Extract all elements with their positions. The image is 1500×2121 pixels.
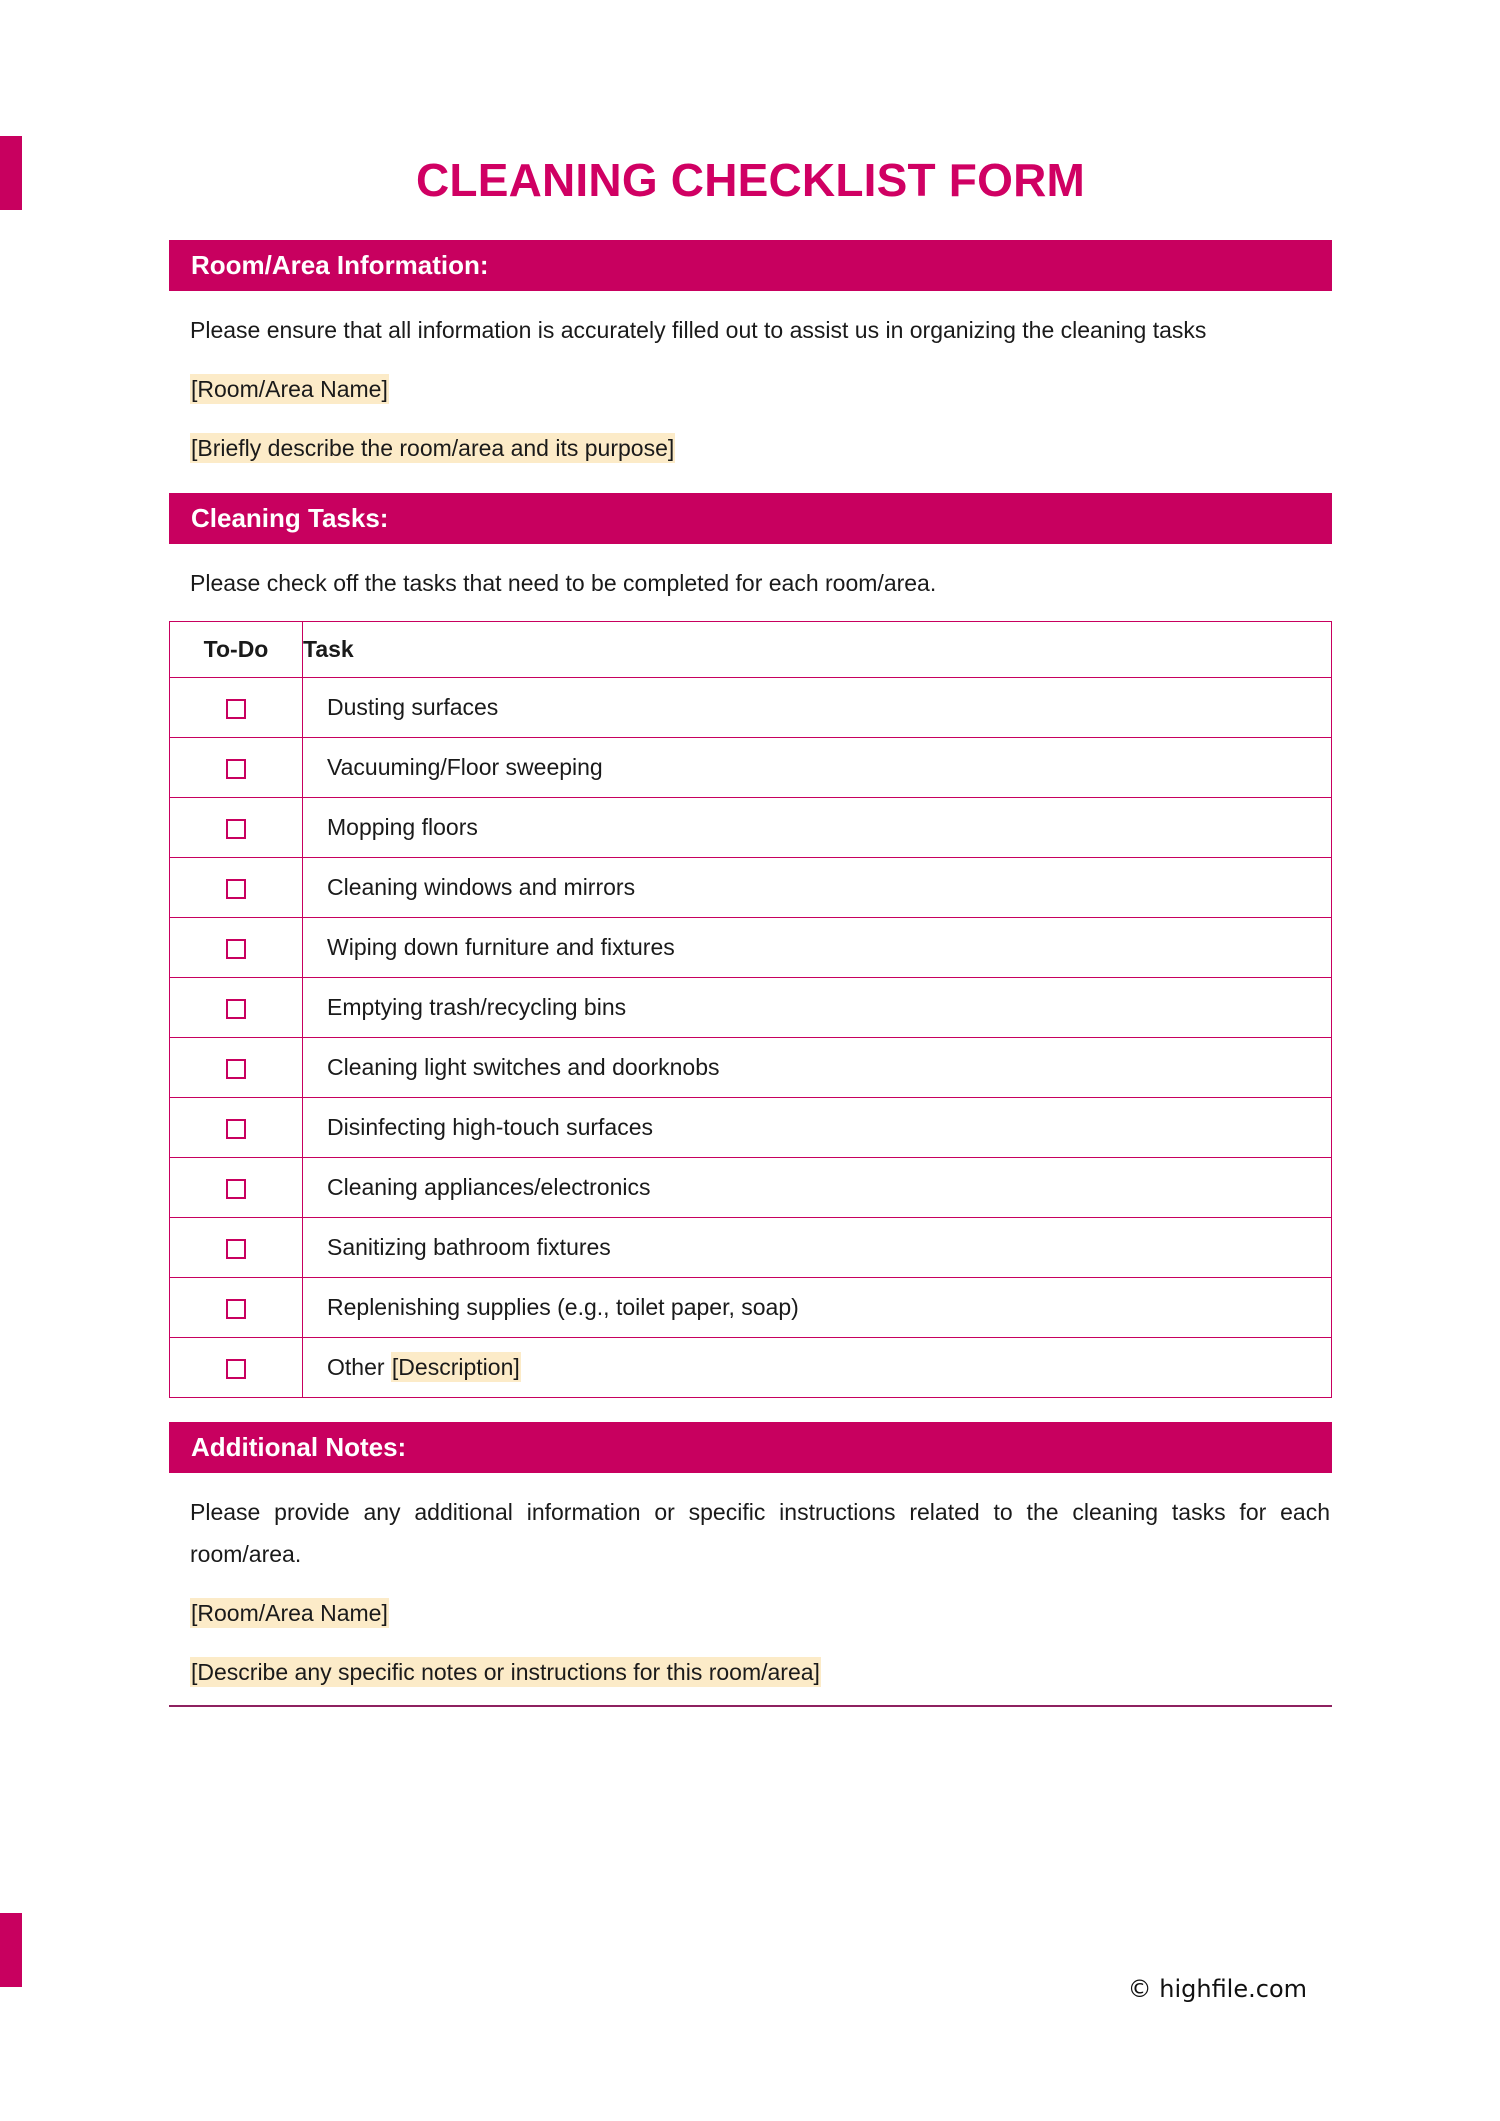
task-label-cell	[303, 1037, 1332, 1097]
task-checkbox-cell[interactable]	[170, 1157, 303, 1217]
spacer	[169, 1575, 1332, 1592]
checkbox-icon[interactable]	[226, 819, 246, 839]
table-row	[170, 977, 1332, 1037]
checkbox-icon[interactable]	[226, 1299, 246, 1319]
checkbox-icon[interactable]	[226, 1239, 246, 1259]
spacer	[169, 206, 1332, 240]
spacer	[169, 410, 1332, 427]
section-header-room-area-information: Room/Area Information:	[169, 240, 1332, 291]
task-label-cell	[303, 1097, 1332, 1157]
task-label-cell	[303, 1217, 1332, 1277]
footer-copyright: © highfile.com	[1127, 1975, 1307, 2003]
checkbox-icon[interactable]	[226, 699, 246, 719]
checkbox-icon[interactable]	[226, 879, 246, 899]
task-label-cell	[303, 1337, 1332, 1397]
task-label-cell	[303, 1277, 1332, 1337]
table-row	[170, 797, 1332, 857]
table-row	[170, 1037, 1332, 1097]
table-row	[170, 737, 1332, 797]
task-description-placeholder-text[interactable]: [Description]	[391, 1353, 520, 1380]
cleaning-tasks-intro-text: Please check off the tasks that need to be completed for each room/area.	[190, 569, 937, 596]
checkbox-icon[interactable]	[226, 1059, 246, 1079]
checkbox-icon[interactable]	[226, 1179, 246, 1199]
section-header-additional-notes: Additional Notes:	[169, 1422, 1332, 1473]
task-label: Disinfecting high-touch surfaces	[327, 1113, 653, 1140]
task-checkbox-cell[interactable]	[170, 737, 303, 797]
task-label: Dusting surfaces	[327, 693, 499, 720]
task-checkbox-cell[interactable]	[170, 917, 303, 977]
table-row	[170, 677, 1332, 737]
decorative-edge-mark-top	[0, 136, 22, 210]
task-label-cell	[303, 677, 1332, 737]
column-header-task: Task	[303, 621, 1332, 677]
task-label-cell	[303, 977, 1332, 1037]
task-checkbox-cell[interactable]	[170, 1097, 303, 1157]
spacer	[169, 469, 1332, 493]
task-label-cell	[303, 737, 1332, 797]
task-checkbox-cell[interactable]	[170, 1037, 303, 1097]
task-label: Replenishing supplies (e.g., toilet paper, soap)	[327, 1293, 799, 1320]
checkbox-icon[interactable]	[226, 999, 246, 1019]
task-checkbox-cell[interactable]	[170, 857, 303, 917]
room-info-intro-text: Please ensure that all information is accurately filled out to assist us in organizing the cleaning tasks	[190, 316, 1207, 343]
task-checkbox-cell[interactable]	[170, 797, 303, 857]
task-label-cell	[303, 917, 1332, 977]
task-label: Sanitizing bathroom fixtures	[327, 1233, 611, 1260]
room-area-description-placeholder-field[interactable]	[169, 427, 1332, 469]
task-checkbox-cell[interactable]	[170, 1217, 303, 1277]
table-row	[170, 917, 1332, 977]
page-title: CLEANING CHECKLIST FORM	[415, 154, 1086, 206]
task-checkbox-cell[interactable]	[170, 1337, 303, 1397]
additional-notes-intro-text: Please provide any additional information or specific instructions related to the cleaning tasks for each room/area.	[190, 1498, 1330, 1567]
task-label: Wiping down furniture and fixtures	[327, 933, 675, 960]
task-label: Mopping floors	[327, 813, 478, 840]
table-row	[170, 1217, 1332, 1277]
table-header	[170, 621, 1332, 677]
table-row	[170, 1277, 1332, 1337]
task-label-cell	[303, 797, 1332, 857]
task-label-cell	[303, 857, 1332, 917]
spacer	[169, 604, 1332, 621]
checkbox-icon[interactable]	[226, 1119, 246, 1139]
task-label: Emptying trash/recycling bins	[327, 993, 627, 1020]
task-checkbox-cell[interactable]	[170, 977, 303, 1037]
notes-description-placeholder-text: [Describe any specific notes or instructions for this room/area]	[191, 1658, 820, 1685]
checkbox-icon[interactable]	[226, 759, 246, 779]
table-header-row	[170, 621, 1332, 677]
notes-room-area-name-placeholder-text: [Room/Area Name]	[191, 1599, 388, 1626]
task-label: Cleaning windows and mirrors	[327, 873, 636, 900]
task-label-cell	[303, 1157, 1332, 1217]
spacer	[169, 351, 1332, 368]
table-row	[170, 1337, 1332, 1397]
checkbox-icon[interactable]	[226, 1359, 246, 1379]
notes-room-area-name-placeholder-field[interactable]	[169, 1592, 1332, 1634]
table-body	[170, 677, 1332, 1397]
spacer	[169, 1398, 1332, 1422]
task-checkbox-cell[interactable]	[170, 677, 303, 737]
document-page	[169, 0, 1332, 1707]
checkbox-icon[interactable]	[226, 939, 246, 959]
task-label: Other	[327, 1353, 391, 1380]
room-area-description-placeholder-text: [Briefly describe the room/area and its purpose]	[191, 434, 675, 461]
task-checkbox-cell[interactable]	[170, 1277, 303, 1337]
cleaning-tasks-table	[169, 621, 1332, 1398]
bottom-divider	[169, 1705, 1332, 1707]
spacer	[169, 1634, 1332, 1651]
table-row	[170, 857, 1332, 917]
table-row	[170, 1157, 1332, 1217]
task-label: Vacuuming/Floor sweeping	[327, 753, 603, 780]
notes-description-placeholder-field[interactable]	[169, 1651, 1332, 1693]
room-area-name-placeholder-text: [Room/Area Name]	[191, 375, 388, 402]
table-row	[170, 1097, 1332, 1157]
task-label: Cleaning appliances/electronics	[327, 1173, 651, 1200]
task-label: Cleaning light switches and doorknobs	[327, 1053, 720, 1080]
section-header-cleaning-tasks: Cleaning Tasks:	[169, 493, 1332, 544]
room-area-name-placeholder-field[interactable]	[169, 368, 1332, 410]
column-header-todo: To-Do	[170, 621, 303, 677]
